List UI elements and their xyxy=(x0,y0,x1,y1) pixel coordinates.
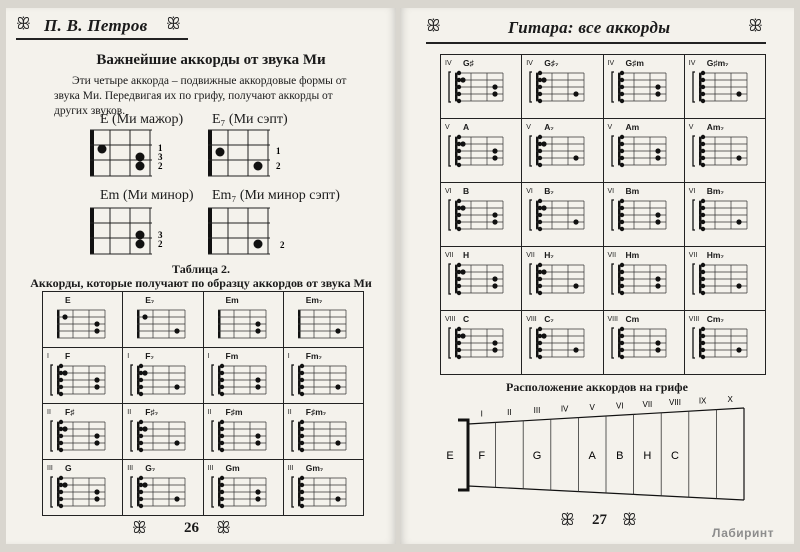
mini-chord-diagram xyxy=(284,348,364,402)
barre-bracket xyxy=(212,477,214,507)
fret-position-label: VI xyxy=(526,188,533,195)
finger-dot xyxy=(335,384,340,389)
finger-dot xyxy=(255,440,260,445)
chord-name: F♯₇ xyxy=(145,407,159,417)
barre-dot xyxy=(59,364,63,368)
left-page-number: 26 xyxy=(184,520,199,536)
chord-name: Cm₇ xyxy=(706,314,724,324)
chord-name: Em xyxy=(225,295,239,305)
finger-dot xyxy=(255,384,260,389)
finger-dot xyxy=(255,321,260,326)
barre-dot xyxy=(139,448,143,452)
finger-number: 2 xyxy=(280,240,285,250)
mini-chord-diagram xyxy=(204,460,284,514)
mini-chord-diagram xyxy=(43,348,123,402)
fret-position-label: IV xyxy=(607,60,615,67)
finger-dot xyxy=(62,482,67,487)
chord-name: Am₇ xyxy=(706,122,724,132)
fret-position-label: IV xyxy=(526,60,533,67)
fret-position-label: III xyxy=(127,465,134,472)
neck-note-label: A xyxy=(588,450,596,462)
mini-chord-diagram xyxy=(284,460,364,514)
finger-dot xyxy=(94,321,99,326)
neck-open-note: E xyxy=(446,450,454,462)
chord-cell xyxy=(283,460,363,516)
fret-position-label: I xyxy=(47,353,49,360)
barre-bracket xyxy=(131,421,133,451)
barre-dot xyxy=(300,427,304,431)
chord-cell xyxy=(203,292,283,348)
barre-dot xyxy=(139,441,143,445)
chord-table-row xyxy=(43,404,364,460)
barre-dot xyxy=(59,378,63,382)
chord-name: H₇ xyxy=(544,250,554,260)
finger-dot xyxy=(136,162,145,171)
chord-name: G♯m xyxy=(625,58,644,68)
fret-position-label: VII xyxy=(445,252,454,259)
barre-dot xyxy=(300,385,304,389)
finger-dot xyxy=(94,384,99,389)
left-page xyxy=(6,8,396,544)
chord-name: G♯ xyxy=(463,58,474,68)
barre-bracket xyxy=(212,421,214,451)
finger-number: 2 xyxy=(158,161,163,171)
publisher-logo: Лабиринт xyxy=(712,526,775,540)
mini-chord-diagram xyxy=(43,404,123,458)
finger-dot xyxy=(255,496,260,501)
right-page xyxy=(400,8,794,544)
barre-dot xyxy=(219,371,223,375)
fret-position-label: VIII xyxy=(688,316,700,323)
fret-position-label: V xyxy=(445,124,450,131)
neck-fret-label: I xyxy=(480,409,483,419)
neck-nut xyxy=(458,420,468,490)
chord-table-row xyxy=(43,348,364,404)
finger-dot xyxy=(335,496,340,501)
barre-dot xyxy=(139,497,143,501)
finger-number: 1 xyxy=(276,146,281,156)
fret-position-label: II xyxy=(127,409,132,416)
chord-table-row xyxy=(43,292,364,348)
big-chord-diagrams xyxy=(6,8,396,268)
barre-dot xyxy=(219,364,223,368)
finger-number: 2 xyxy=(276,161,281,171)
barre-dot xyxy=(139,434,143,438)
chord-name: F♯m₇ xyxy=(305,407,327,417)
chord-name: Gm xyxy=(225,463,240,473)
mini-chord-diagram xyxy=(43,460,123,514)
big-chord-e xyxy=(90,130,163,176)
fret-position-label: VIII xyxy=(526,316,537,323)
mini-chord-diagram xyxy=(204,404,284,458)
finger-dot xyxy=(254,240,263,249)
mini-chord-diagram xyxy=(204,292,284,346)
neck-note-label: F xyxy=(478,450,486,462)
barre-dot xyxy=(59,385,63,389)
chord-cell xyxy=(283,404,363,460)
barre-dot xyxy=(300,371,304,375)
fret-position-label: III xyxy=(47,465,53,472)
neck-note-label: H xyxy=(643,450,652,462)
table-caption-number: Таблица 2. xyxy=(172,262,230,276)
chord-name: F♯ xyxy=(65,407,75,417)
neck-fret-label: V xyxy=(589,403,595,412)
big-chord-label-em7: Em₇ (Ми минор сэпт) xyxy=(212,188,340,203)
finger-dot xyxy=(175,328,180,333)
chord-cell xyxy=(203,404,283,460)
finger-dot xyxy=(94,433,99,438)
finger-dot xyxy=(335,328,340,333)
finger-dot xyxy=(62,370,67,375)
barre-dot xyxy=(219,427,223,431)
chord-name: G xyxy=(65,463,72,473)
mini-chord-diagram xyxy=(123,404,203,458)
right-page-number: 27 xyxy=(592,512,607,528)
barre-dot xyxy=(300,441,304,445)
barre-bracket xyxy=(51,365,53,395)
chord-cell xyxy=(283,292,363,348)
barre-dot xyxy=(300,483,304,487)
barre-dot xyxy=(139,392,143,396)
barre-bracket xyxy=(131,365,133,395)
big-chord-em xyxy=(90,208,163,254)
fret-position-label: VII xyxy=(526,252,535,259)
chord-cell xyxy=(43,460,123,516)
chord-name: A₇ xyxy=(544,122,554,132)
barre-dot xyxy=(219,420,223,424)
finger-dot xyxy=(94,496,99,501)
barre-dot xyxy=(300,490,304,494)
chord-name: Fm xyxy=(225,351,239,361)
mini-chord-diagram xyxy=(204,348,284,402)
fret-position-label: VII xyxy=(607,252,617,259)
finger-dot xyxy=(94,440,99,445)
barre-dot xyxy=(219,497,223,501)
finger-dot xyxy=(136,240,145,249)
fret-position-label: III xyxy=(207,465,214,472)
barre-dot xyxy=(59,497,63,501)
barre-bracket xyxy=(292,477,294,507)
barre-dot xyxy=(59,504,63,508)
fret-position-label: II xyxy=(287,409,292,416)
barre-dot xyxy=(59,434,63,438)
finger-dot xyxy=(62,426,67,431)
neck-caption: Расположение аккордов на грифе xyxy=(506,380,688,394)
barre-dot xyxy=(139,378,143,382)
neck-fret-label: II xyxy=(507,407,512,417)
finger-dot xyxy=(94,377,99,382)
fret-position-label: V xyxy=(526,124,531,131)
fret-position-label: V xyxy=(607,124,613,131)
finger-dot xyxy=(255,433,260,438)
chord-cell xyxy=(123,404,203,460)
flourish-icon: ꕥ xyxy=(216,520,231,537)
barre-dot xyxy=(139,490,143,494)
flourish-icon: ꕥ xyxy=(16,16,31,33)
chord-name: Am xyxy=(625,122,640,132)
barre-dot xyxy=(139,504,143,508)
mini-chord-diagram xyxy=(43,292,123,346)
finger-dot xyxy=(255,489,260,494)
barre-dot xyxy=(59,448,63,452)
finger-number: 2 xyxy=(158,239,163,249)
fretboard-diagram xyxy=(400,8,794,508)
finger-dot xyxy=(94,328,99,333)
chord-name: C xyxy=(463,314,470,324)
barre-dot xyxy=(300,497,304,501)
chord-name: C₇ xyxy=(544,314,554,324)
finger-dot xyxy=(136,231,145,240)
fret-position-label: VI xyxy=(607,188,615,195)
chord-cell xyxy=(43,404,123,460)
barre-dot xyxy=(59,420,63,424)
mini-chord-diagram xyxy=(123,292,203,346)
chord-name: Hm xyxy=(625,250,640,260)
chord-name: A xyxy=(463,122,470,132)
finger-dot xyxy=(143,314,148,319)
barre-dot xyxy=(300,364,304,368)
barre-bracket xyxy=(51,421,53,451)
left-header-title: П. В. Петров xyxy=(44,16,148,35)
barre-dot xyxy=(59,441,63,445)
barre-dot xyxy=(219,441,223,445)
big-chord-e7 xyxy=(208,130,281,176)
neck-fret-label: VI xyxy=(616,401,624,411)
finger-number: 3 xyxy=(158,152,163,162)
chord-name: Gm₇ xyxy=(305,463,324,473)
neck-fret-label: VIII xyxy=(668,398,682,408)
fret-position-label: I xyxy=(287,353,290,360)
neck-fret-label: III xyxy=(533,406,541,416)
finger-dot xyxy=(136,153,145,162)
chord-name: B₇ xyxy=(544,186,554,196)
chord-name: H xyxy=(463,250,470,260)
mini-chord-diagram xyxy=(123,460,203,514)
fret-position-label: VI xyxy=(445,188,452,195)
finger-dot xyxy=(255,377,260,382)
finger-dot xyxy=(175,440,180,445)
finger-dot xyxy=(254,162,263,171)
barre-dot xyxy=(300,378,304,382)
left-chord-table xyxy=(42,291,364,516)
chord-cell xyxy=(203,348,283,404)
barre-dot xyxy=(219,392,223,396)
mini-chord-diagram xyxy=(123,348,203,402)
chord-name: E xyxy=(65,295,71,305)
finger-number: 1 xyxy=(158,143,163,153)
chord-name: G♯m₇ xyxy=(706,58,729,68)
chord-name: G♯₇ xyxy=(544,58,559,68)
finger-dot xyxy=(143,426,148,431)
neck-fret-label: IX xyxy=(698,396,707,406)
table-caption-text: Аккорды, которые получают по образцу аккордов от звука Ми xyxy=(30,276,372,290)
flourish-icon: ꕥ xyxy=(748,18,763,35)
barre-dot xyxy=(300,392,304,396)
neck-fret-label: X xyxy=(727,395,733,404)
fret-position-label: III xyxy=(287,465,294,472)
barre-dot xyxy=(219,476,223,480)
flourish-icon: ꕥ xyxy=(426,18,441,35)
chord-cell xyxy=(283,348,363,404)
fret-position-label: VII xyxy=(688,252,698,259)
chord-cell xyxy=(123,460,203,516)
mini-chord-diagram xyxy=(284,292,364,346)
chord-name: Bm xyxy=(625,186,640,196)
barre-dot xyxy=(59,490,63,494)
intro-text: Эти четыре аккорда – подвижные аккордовые формы от звука Ми. Передвигая их по грифу, получают аккорды от других звуков. xyxy=(54,75,347,117)
barre-dot xyxy=(219,378,223,382)
fret-position-label: IV xyxy=(688,60,696,67)
chord-name: Hm₇ xyxy=(706,250,724,260)
finger-dot xyxy=(175,384,180,389)
chord-name: F xyxy=(65,351,71,361)
chord-name: Fm₇ xyxy=(305,351,322,361)
barre-bracket xyxy=(292,421,294,451)
barre-dot xyxy=(59,476,63,480)
finger-dot xyxy=(143,482,148,487)
finger-dot xyxy=(216,148,225,157)
chord-name: G₇ xyxy=(145,463,156,473)
neck-fret-label: IV xyxy=(560,404,569,414)
chord-name: B xyxy=(463,186,470,196)
flourish-icon: ꕥ xyxy=(132,520,147,537)
chord-table-row xyxy=(43,460,364,516)
neck-note-label: G xyxy=(532,450,542,462)
section-title: Важнейшие аккорды от звука Ми xyxy=(96,52,326,68)
barre-dot xyxy=(139,420,143,424)
barre-dot xyxy=(139,476,143,480)
barre-dot xyxy=(219,490,223,494)
big-chord-label-em: Em (Ми минор) xyxy=(100,188,194,203)
barre-dot xyxy=(139,385,143,389)
flourish-icon: ꕥ xyxy=(166,16,181,33)
barre-dot xyxy=(300,476,304,480)
fret-position-label: VIII xyxy=(607,316,619,323)
chord-name: Bm₇ xyxy=(706,186,724,196)
chord-cell xyxy=(203,460,283,516)
fret-position-label: VI xyxy=(688,188,696,195)
right-header-title: Гитара: все аккорды xyxy=(508,18,671,37)
chord-name: E₇ xyxy=(145,295,155,305)
flourish-icon: ꕥ xyxy=(560,512,575,529)
barre-dot xyxy=(219,385,223,389)
barre-dot xyxy=(219,504,223,508)
barre-dot xyxy=(300,420,304,424)
fret-position-label: II xyxy=(207,409,212,416)
finger-dot xyxy=(143,370,148,375)
finger-dot xyxy=(62,314,67,319)
fret-position-label: IV xyxy=(445,60,452,67)
neck-note-label: C xyxy=(671,450,679,462)
fret-position-label: II xyxy=(47,409,51,416)
fret-position-label: V xyxy=(688,124,694,131)
big-chord-em7 xyxy=(208,208,285,254)
barre-bracket xyxy=(51,477,53,507)
big-chord-label-e7: E₇ (Ми сэпт) xyxy=(212,112,288,127)
finger-dot xyxy=(255,328,260,333)
finger-dot xyxy=(98,145,107,154)
chord-name: F♯m xyxy=(225,407,243,417)
barre-dot xyxy=(300,448,304,452)
chord-cell xyxy=(43,292,123,348)
fret-position-label: I xyxy=(127,353,130,360)
barre-dot xyxy=(219,434,223,438)
barre-dot xyxy=(300,504,304,508)
chord-name: F₇ xyxy=(145,351,154,361)
barre-dot xyxy=(219,448,223,452)
big-chord-label-e: E (Ми мажор) xyxy=(100,112,184,127)
chord-cell xyxy=(43,348,123,404)
barre-bracket xyxy=(131,477,133,507)
barre-dot xyxy=(139,364,143,368)
finger-dot xyxy=(335,440,340,445)
chord-cell xyxy=(123,348,203,404)
barre-dot xyxy=(300,434,304,438)
fret-position-label: VIII xyxy=(445,316,456,323)
fret-position-label: I xyxy=(207,353,210,360)
barre-dot xyxy=(219,483,223,487)
finger-dot xyxy=(94,489,99,494)
barre-bracket xyxy=(292,365,294,395)
neck-fret-label: VII xyxy=(642,399,653,409)
chord-cell xyxy=(123,292,203,348)
finger-dot xyxy=(175,496,180,501)
finger-number: 3 xyxy=(158,230,163,240)
chord-name: Cm xyxy=(625,314,640,324)
barre-bracket xyxy=(212,365,214,395)
chord-name: Em₇ xyxy=(305,295,323,305)
neck-note-label: B xyxy=(616,450,624,462)
flourish-icon: ꕥ xyxy=(622,512,637,529)
barre-dot xyxy=(59,392,63,396)
